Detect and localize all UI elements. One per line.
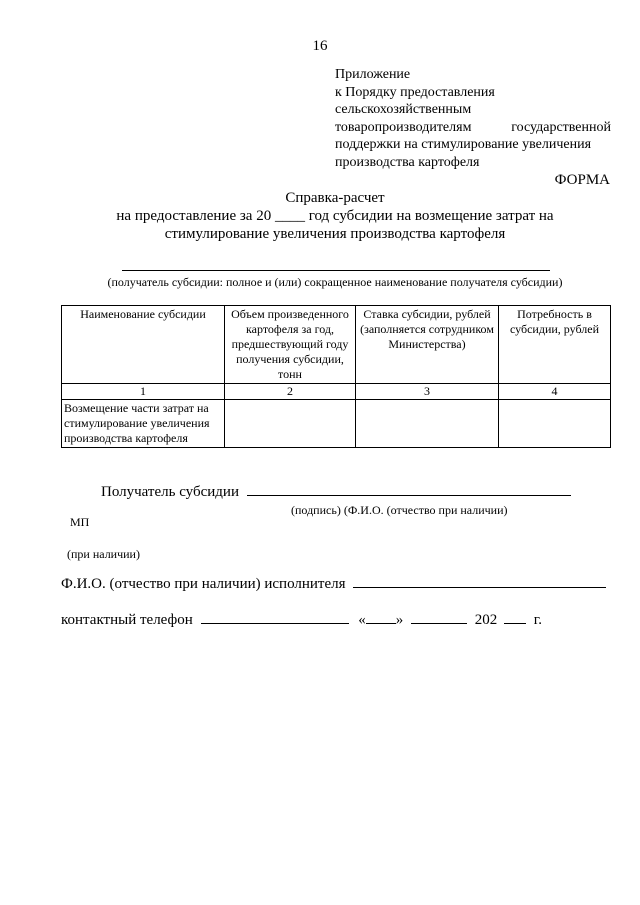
date-year-field[interactable] [504,622,526,624]
form-label: ФОРМА [554,172,610,188]
appendix-word: государственной [511,119,611,135]
table-number-row [62,384,611,400]
page-number: 16 [312,38,328,54]
recipient-signature-row [101,484,571,501]
table-header-cell: Потребность в субсидии, рублей [499,306,611,384]
recipient-caption: (получатель субсидии: полное и (или) сокращенное наименование получателя субсидии) [107,275,563,289]
document-subtitle: стимулирование увеличения производства картофеля [164,226,506,242]
signature-caption: (подпись) (Ф.И.О. (отчество при наличии) [291,503,508,517]
executor-label: Ф.И.О. (отчество при наличии) исполнителя [61,576,346,592]
recipient-signature-label: Получатель субсидии [101,484,239,500]
appendix-word: товаропроизводителям [335,119,472,135]
document-subtitle: на предоставление за 20 ____ год субсидии на возмещение затрат на [116,208,554,224]
stamp-label: МП [70,515,90,529]
appendix-line: Приложение [335,67,411,82]
table-cell-input[interactable] [225,400,356,448]
calculation-table [61,305,611,448]
column-number: 4 [499,384,611,400]
table-header-row [62,306,611,384]
phone-row [61,612,542,629]
document-title: Справка-расчет [285,190,385,206]
appendix-header [335,66,611,171]
executor-name-field[interactable] [353,586,606,588]
appendix-line: сельскохозяйственным [335,102,472,117]
quote-close: » [395,612,404,628]
recipient-signature-field[interactable] [247,494,571,496]
column-number: 1 [62,384,225,400]
table-header-cell: Ставка субсидии, рублей (заполняется сотрудником Министерства) [356,306,499,384]
date-day-field[interactable] [366,622,396,624]
table-cell: Возмещение части затрат на стимулирование увеличения производства картофеля [62,400,225,448]
recipient-name-field[interactable] [122,270,550,271]
table-header-cell: Наименование субсидии [62,306,225,384]
appendix-line [335,119,611,137]
appendix-line: производства картофеля [335,154,480,170]
quote-open: « [358,612,366,628]
appendix-line: поддержки на стимулирование увеличения [335,137,592,152]
date-month-field[interactable] [411,622,467,624]
table-row [62,400,611,448]
phone-field[interactable] [201,622,349,624]
table-cell-input[interactable] [356,400,499,448]
year-suffix: г. [533,612,542,628]
executor-row [61,576,606,593]
column-number: 2 [225,384,356,400]
stamp-note: (при наличии) [67,547,140,561]
table-header-cell: Объем произведенного картофеля за год, предшествующий году получения субсидии, тонн [225,306,356,384]
appendix-line: к Порядку предоставления [335,84,495,100]
year-prefix: 202 [474,612,498,628]
column-number: 3 [356,384,499,400]
table-cell-input[interactable] [499,400,611,448]
phone-label: контактный телефон [61,612,193,628]
